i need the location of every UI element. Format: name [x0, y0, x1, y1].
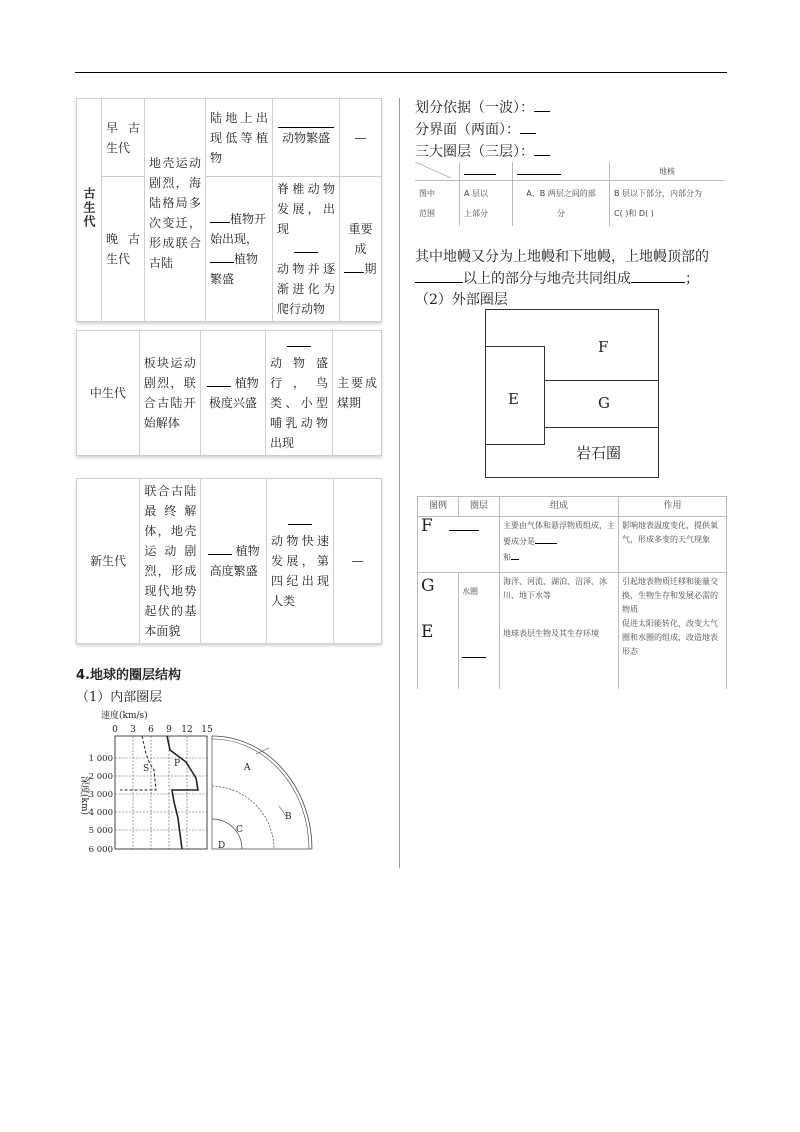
layer-label-b: B [285, 812, 292, 822]
era-name-mesozoic: 中生代 [77, 331, 140, 456]
col-ab: A、B 两层之间的部 分 [513, 181, 610, 226]
layer-label-a: A [244, 763, 251, 773]
column-divider [399, 98, 400, 868]
blank-line[interactable] [631, 268, 685, 283]
period-late-paleozoic: 晚古生代 [102, 177, 145, 322]
y-tick: 3 000 [88, 790, 113, 800]
animals-late-paleozoic: 脊椎动物发展，出现 动物并逐渐进化为爬行动物 [273, 177, 340, 322]
coal-late-paleozoic: 重要成 期 [340, 177, 382, 322]
row-ge-layer: 水圈 [459, 573, 500, 689]
coal-cenozoic: — [334, 479, 382, 644]
x-tick: 9 [166, 725, 172, 735]
blank-line[interactable] [294, 240, 318, 253]
plants-early-paleozoic: 陆地上出现低等植物 [206, 99, 273, 177]
row-ge-composition: 海洋、河流、湖泊、沼泽、冰川、地下水等 地球表层生物及其生存环境 [500, 573, 619, 689]
coal-early-paleozoic: — [340, 99, 382, 177]
blank-line[interactable] [449, 520, 479, 531]
outer-layers-heading: （2）外部圈层 [415, 292, 508, 308]
p-wave-curve [167, 736, 198, 849]
layer-label-d: D [218, 841, 226, 851]
outer-layer-table [417, 496, 727, 689]
coal-mesozoic: 主要成煤期 [332, 331, 381, 456]
s-wave-curve [120, 736, 156, 790]
blank-line[interactable] [520, 119, 536, 134]
section-title: 4.地球的圈层结构 [76, 668, 181, 683]
y-tick: 2 000 [88, 772, 113, 782]
plants-late-paleozoic: 植物开始出现， 植物繁盛 [206, 177, 273, 322]
x-tick: 15 [201, 725, 213, 735]
header-blank-b [513, 162, 610, 181]
th-composition: 组成 [500, 497, 619, 517]
layer-label-c: C [236, 825, 243, 835]
plants-cenozoic: 植物高度繁盛 [201, 479, 267, 644]
label-g: G [598, 394, 610, 412]
blank-line[interactable] [511, 549, 519, 560]
blank-line[interactable] [534, 141, 550, 156]
animals-mesozoic: 动物盛行，鸟类、小型哺乳动物出现 [265, 331, 332, 456]
blank-line[interactable] [210, 210, 230, 223]
x-tick: 0 [112, 725, 118, 735]
blank-line[interactable] [415, 268, 463, 283]
blank-line[interactable] [462, 647, 486, 658]
depth-axis-label: 深度(km) [79, 776, 89, 816]
x-tick: 6 [148, 725, 154, 735]
period-early-paleozoic: 早古生代 [102, 99, 145, 177]
th-layer: 圈层 [459, 497, 500, 517]
y-tick: 6 000 [88, 845, 113, 855]
diagonal-line [415, 162, 451, 178]
col-a: A 层以 上部分 [460, 181, 513, 226]
s-wave-label: S [143, 764, 150, 774]
blank-line[interactable] [517, 166, 561, 175]
y-tick: 4 000 [88, 808, 113, 818]
label-f: F [598, 338, 609, 356]
speed-axis-label: 速度(km/s) [101, 711, 148, 721]
seismic-wave-chart [76, 706, 316, 858]
division-basis: 划分依据（一波）： [415, 97, 550, 119]
era-name-cenozoic: 新生代 [77, 479, 140, 644]
inner-layer-table [415, 162, 724, 226]
col-b: B 层以下部分，内部分为 C( )和 D( ) [610, 181, 725, 226]
x-tick: 12 [181, 725, 193, 735]
cenozoic-table [76, 478, 382, 644]
outer-layer-diagram [485, 309, 659, 478]
row-head: 图中 范围 [415, 181, 460, 226]
label-e: E [508, 390, 519, 408]
plants-mesozoic: 植物极度兴盛 [200, 331, 265, 456]
animals-cenozoic: 动物快速发展，第四纪出现人类 [267, 479, 334, 644]
y-tick: 1 000 [88, 754, 113, 764]
blank-line[interactable] [208, 542, 232, 555]
row-f-composition: 主要由气体和悬浮物质组成，主要成分是 和 [500, 517, 619, 573]
era-label-paleozoic: 古生代 [77, 99, 102, 322]
crust-paleozoic: 地壳运动剧烈，海陆格局多次变迁，形成联合古陆 [145, 99, 206, 322]
animals-early-paleozoic: 动物繁盛 [273, 99, 340, 177]
header-blank-a [460, 162, 513, 181]
header-core: 地核 [610, 162, 725, 181]
crust-mesozoic: 板块运动剧烈，联合古陆开始解体 [139, 331, 200, 456]
blank-line[interactable] [207, 374, 231, 387]
three-layers: 三大圈层（三层）： [415, 141, 550, 163]
th-effect: 作用 [619, 497, 727, 517]
mesozoic-table [76, 330, 382, 456]
table-corner [415, 162, 460, 181]
blank-line[interactable] [464, 166, 496, 175]
x-tick: 3 [130, 725, 136, 735]
row-ge-effect: 引起地表物质迁移和能量交换，生物生存和发展必需的物质 促进太阳能转化，改变大气圈和水圈的组成，改造地表形态 [619, 573, 727, 689]
page-top-rule [75, 72, 727, 73]
y-tick: 5 000 [88, 826, 113, 836]
blank-line[interactable] [534, 97, 550, 112]
blank-line[interactable] [287, 334, 311, 347]
boundary-surfaces: 分界面（两面）： [415, 119, 536, 141]
row-f-effect: 影响地表温度变化，提供氧气，形成多变的天气现象 [619, 517, 727, 573]
mantle-paragraph: 其中地幔又分为上地幔和下地幔，上地幔顶部的 以上的部分与地壳共同组成 ； [415, 249, 709, 287]
blank-line[interactable] [210, 250, 234, 263]
inner-layers-heading: （1）内部圈层 [76, 690, 163, 705]
th-legend: 图例 [418, 497, 459, 517]
row-f-legend: F [418, 517, 500, 573]
blank-line[interactable] [535, 533, 557, 544]
label-lithosphere: 岩石圈 [576, 444, 622, 462]
blank-line[interactable] [344, 260, 364, 273]
paleozoic-table [76, 98, 382, 322]
blank-line[interactable] [288, 512, 312, 525]
row-ge-legend: G E [418, 573, 459, 689]
p-wave-label: P [174, 759, 181, 769]
crust-cenozoic: 联合古陆最终解体，地壳运动剧烈，形成现代地势起伏的基本面貌 [140, 479, 201, 644]
